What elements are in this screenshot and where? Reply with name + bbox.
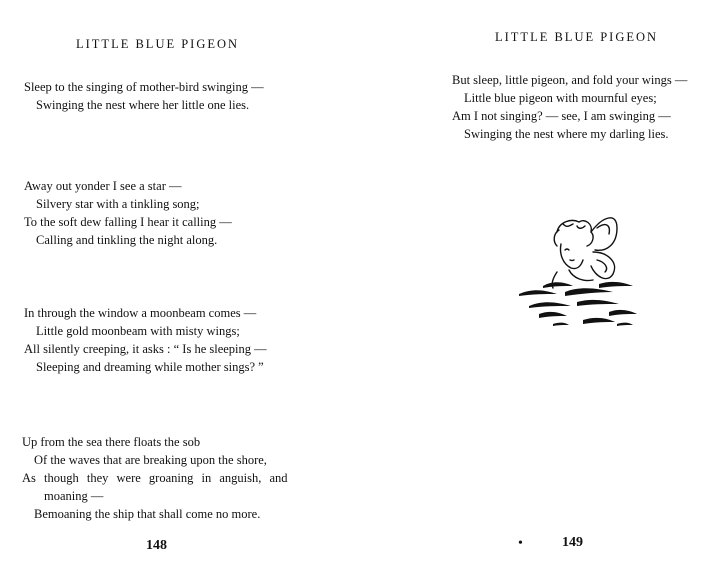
- running-title: LITTLE BLUE PIGEON: [76, 37, 240, 51]
- right-page: [360, 0, 721, 578]
- verse-line: Little blue pigeon with mournful eyes;: [464, 91, 657, 105]
- verse-line: Bemoaning the ship that shall come no more.: [34, 507, 261, 521]
- verse-line: Calling and tinkling the night along.: [36, 233, 218, 247]
- verse-line: Swinging the nest where her little one lies.: [36, 98, 250, 112]
- verse-line: In through the window a moonbeam comes —: [24, 306, 257, 320]
- verse-line: To the soft dew falling I hear it calling —: [24, 215, 232, 229]
- stanza-2: [24, 177, 232, 249]
- verse-line: But sleep, little pigeon, and fold your wings —: [452, 73, 688, 87]
- page-number: 148: [146, 538, 167, 553]
- stanza-4: [22, 433, 288, 523]
- verse-line: As though they were groaning in anguish, and: [22, 471, 288, 485]
- page-number: 149: [562, 535, 583, 550]
- verse-line: Sleep to the singing of mother-bird swinging —: [24, 80, 264, 94]
- verse-line: moaning —: [44, 489, 104, 503]
- verse-line: Silvery star with a tinkling song;: [36, 197, 200, 211]
- verse-line: Up from the sea there floats the sob: [22, 435, 201, 449]
- verse-line: Sleeping and dreaming while mother sings? ”: [36, 360, 264, 374]
- verse-line: Of the waves that are breaking upon the shore,: [34, 453, 267, 467]
- verse-line: Away out yonder I see a star —: [24, 179, 182, 193]
- verse-line: Little gold moonbeam with misty wings;: [36, 324, 240, 338]
- child-in-waves-illustration: [513, 210, 643, 335]
- verse-line: All silently creeping, it asks : “ Is he sleeping —: [24, 342, 267, 356]
- verse-line: Swinging the nest where my darling lies.: [464, 127, 669, 141]
- stanza-1: [452, 71, 687, 143]
- running-title: LITTLE BLUE PIGEON: [495, 30, 659, 44]
- left-page: [0, 0, 360, 578]
- stanza-1: [24, 78, 264, 114]
- stanza-3: [24, 304, 267, 376]
- page-mark: •: [518, 536, 523, 551]
- verse-line: Am I not singing? — see, I am swinging —: [452, 109, 671, 123]
